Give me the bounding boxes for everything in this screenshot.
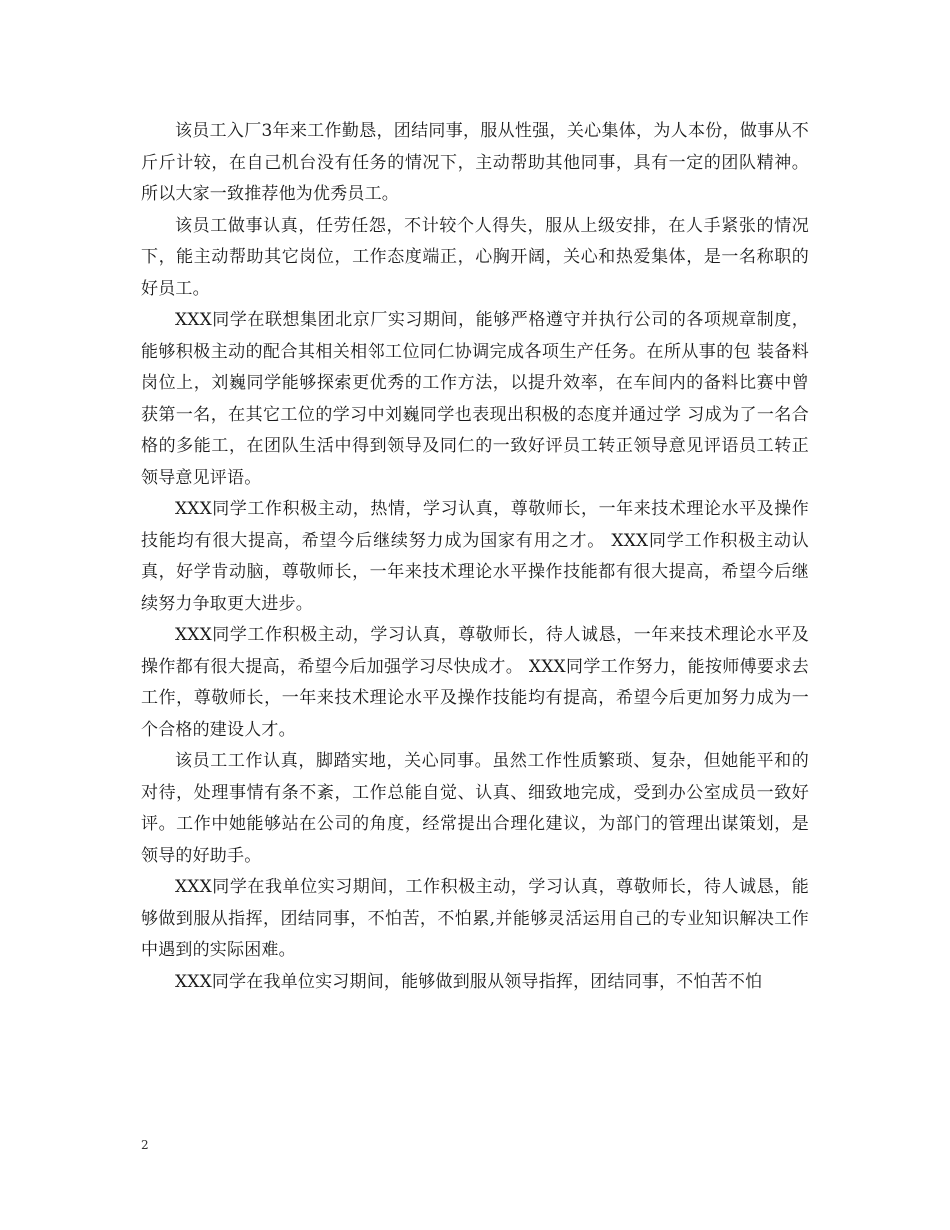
paragraph-3: XXX同学在联想集团北京厂实习期间，能够严格遵守并执行公司的各项规章制度，能够积极主动的配合其相关相邻工位同仁协调完成各项生产任务。在所从事的包 装备料岗位上，刘巍同学能够探索更优秀的工作方法，以提升效率，在车间内的备料比赛中曾获第一名，在其它工位的学习中刘巍同学也表现出积极的态度并通过学 习成为了一名合格的多能工，在团队生活中得到领导及同仁的一致好评员工转正领导意见评语员工转正领导意见评语。	[141, 310, 809, 488]
paragraph-1: 该员工入厂3年来工作勤恳，团结同事，服从性强，关心集体，为人本份，做事从不斤斤计较，在自己机台没有任务的情况下，主动帮助其他同事，具有一定的团队精神。所以大家一致推荐他为优秀员工。	[141, 121, 809, 204]
paragraph-6: 该员工工作认真，脚踏实地，关心同事。虽然工作性质繁琐、复杂，但她能平和的对待，处理事情有条不紊，工作总能自觉、认真、细致地完成，受到办公室成员一致好评。工作中她能够站在公司的角度，经常提出合理化建议，为部门的管理出谋策划，是领导的好助手。	[141, 751, 809, 866]
page-number: 2	[141, 1138, 149, 1152]
paragraph-4: XXX同学工作积极主动，热情，学习认真，尊敬师长，一年来技术理论水平及操作技能均有很大提高，希望今后继续努力成为国家有用之才。 XXX同学工作积极主动认真，好学肯动脑，尊敬师长，一年来技术理论水平操作技能都有很大提高，希望今后继续努力争取更大进步。	[141, 499, 809, 614]
paragraph-2: 该员工做事认真，任劳任怨，不计较个人得失，服从上级安排，在人手紧张的情况下，能主动帮助其它岗位，工作态度端正，心胸开阔，关心和热爱集体，是一名称职的好员工。	[141, 215, 809, 299]
paragraph-7: XXX同学在我单位实习期间，工作积极主动，学习认真，尊敬师长，待人诚恳，能够做到服从指挥，团结同事，不怕苦，不怕累,并能够灵活运用自己的专业知识解决工作中遇到的实际困难。	[141, 877, 809, 960]
document-body	[141, 116, 809, 998]
paragraph-5: XXX同学工作积极主动，学习认真，尊敬师长，待人诚恳，一年来技术理论水平及操作都有很大提高，希望今后加强学习尽快成才。 XXX同学工作努力，能按师傅要求去工作，尊敬师长，一年来技术理论水平及操作技能均有提高，希望今后更加努力成为一个合格的建设人才。	[141, 625, 809, 740]
paragraph-8: XXX同学在我单位实习期间，能够做到服从领导指挥，团结同事，不怕苦不怕	[175, 971, 763, 992]
